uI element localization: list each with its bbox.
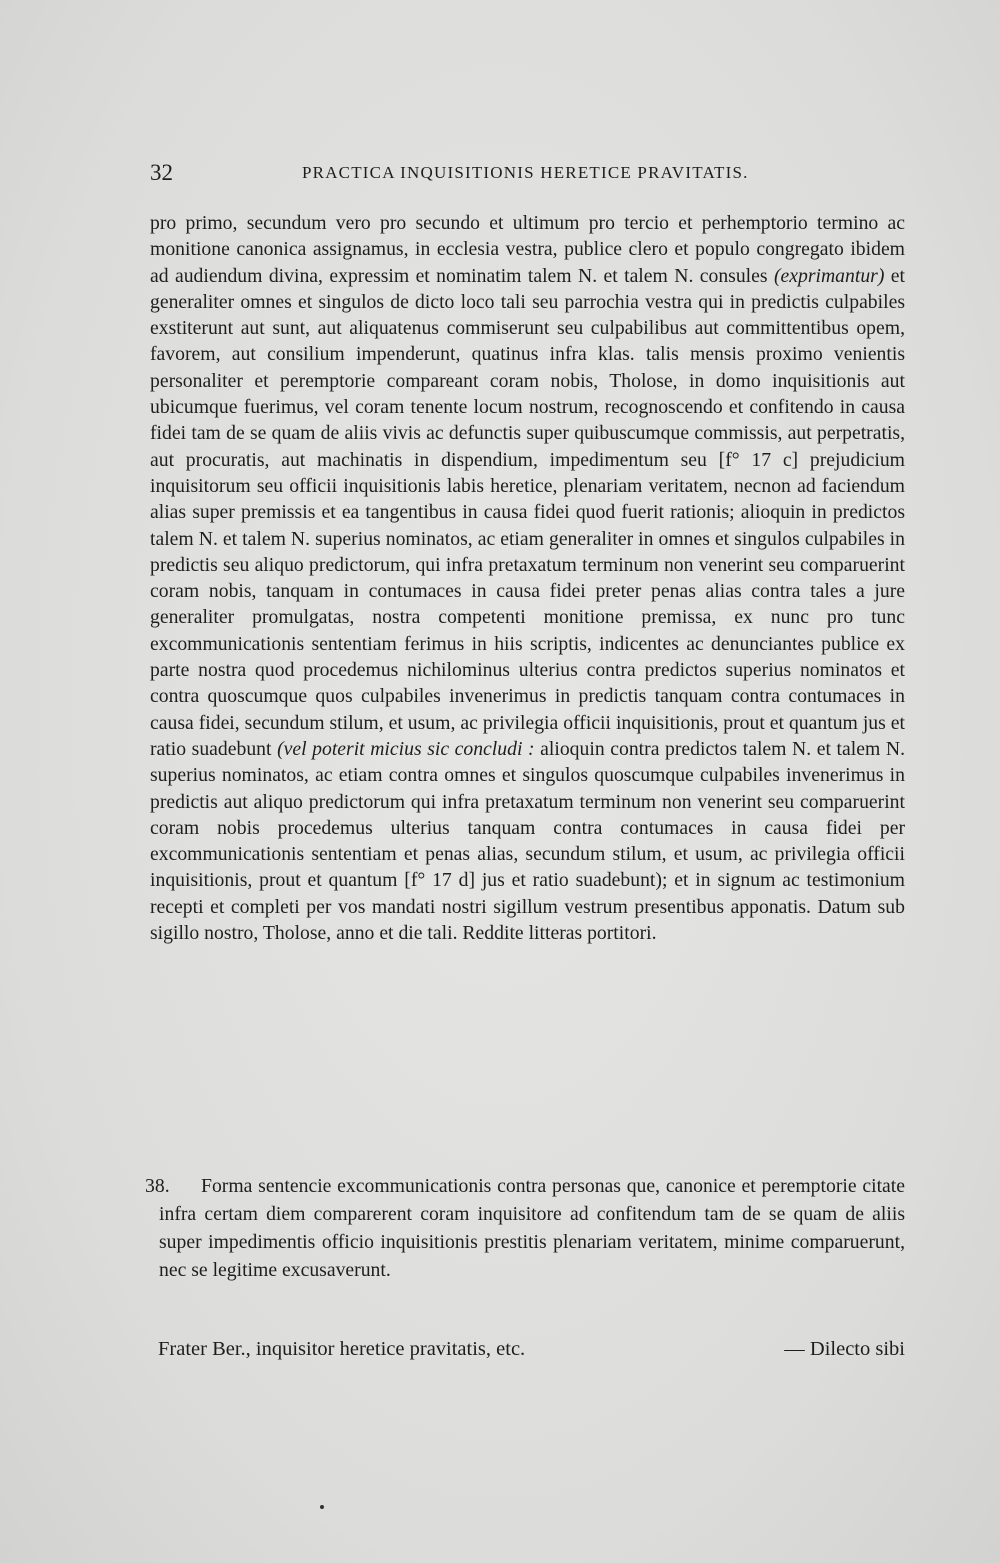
paper-speck — [320, 1505, 324, 1509]
text-segment: et generaliter omnes et singulos de dicto loco tali seu parrochia vestra qui in predictis culpabiles exstiterunt aut sunt, aut aliquatenus commiserunt seu culpabilibus aut committentibus opem, favorem, aut consilium impenderunt, quatinus infra klas. talis mensis proximo venientis personaliter et peremptorie compareant coram nobis, Tholose, in domo inquisitionis aut ubicumque fuerimus, vel coram tenente locum nostrum, recognoscendo et confitendo in causa fidei tam de se quam de aliis vivis ac defunctis super quibuscumque commissis, aut perpetratis, aut procuratis, aut machinatis in dispendium, impedimentum seu [f° 17 c] prejudicium inquisitorum seu officii inquisitionis labis heretice, plenariam veritatem, necnon ad faciendum alias super premissis et ea tangentibus in causa fidei quod fuerit rationis; alioquin in predictos talem N. et talem N. superius nominatos, ac etiam generaliter in omnes et singulos culpabiles in predictis seu aliquo predictorum, qui infra pretaxatum terminum non venerint seu comparuerint coram nobis, tanquam in contumaces in causa fidei preter penas alias contra tales a jure generaliter promulgatas, nostra competenti monitione premissa, ex nunc pro tunc excommunicationis sententiam ferimus in hiis scriptis, indicentes ac denunciantes publice ex parte nostra quod procedemus nichilominus ulterius contra predictos superius nominatos et contra quoscumque quos culpabiles invenerimus in predictis tanquam contra contumaces in causa fidei, secundum stilum, et usum, ac privilegia officii inquisitionis, prout et quantum jus et ratio suadebunt — [150, 264, 906, 760]
paragraph-text — [150, 210, 905, 946]
closing-line-left: Frater Ber., inquisitor heretice pravitatis, etc. — [158, 1338, 526, 1360]
page-number: 32 — [150, 160, 173, 185]
section-rubric — [145, 1172, 905, 1284]
section-number: 38. — [145, 1175, 170, 1197]
closing-line-right: — Dilecto sibi — [784, 1338, 905, 1360]
text-segment: pro primo, secundum vero pro secundo et ultimum pro tercio et perhemptorio termino ac monitione canonica assignamus, in ecclesia vestra, publice clero et populo congregato ibidem ad audiendum divina, expressim et nominatim talem N. et talem N. consules — [150, 212, 905, 287]
closing-line — [158, 1338, 905, 1361]
running-title: PRACTICA INQUISITIONIS HERETICE PRAVITATIS. — [302, 163, 749, 182]
page-header — [150, 160, 905, 190]
section-heading-text: Forma sentencie excommunicationis contra personas que, canonice et peremptorie citate infra certam diem comparerent coram inquisitore ad confitendum tam de se quam de aliis super impedimentis officio inquisitionis prestitis plenariam veritatem, minime comparuerunt, nec se legitime excusaverunt. — [159, 1175, 905, 1281]
italic-aside: (vel poterit micius sic concludi : — [277, 737, 535, 760]
text-segment: alioquin contra predictos talem N. et talem N. superius nominatos, ac etiam contra omnes et singulos quoscumque culpabiles invenerimus in predictis aut aliquo predictorum qui infra pretaxatum terminum non venerint seu comparuerint coram nobis procedemus ulterius tanquam contra contumaces in causa fidei per excommunicationis sententiam et penas alias, secundum stilum, et usum, ac privilegia officii inquisitionis, prout et quantum [f° 17 d] jus et ratio suadebunt); et in signum ac testimonium recepti et completi per vos mandati nostri sigillum vestrum presentibus apponatis. Datum sub sigillo nostro, Tholose, anno et die tali. Reddite litteras portitori. — [150, 737, 905, 945]
body-paragraph — [150, 210, 905, 946]
italic-aside: (exprimantur) — [773, 264, 885, 287]
